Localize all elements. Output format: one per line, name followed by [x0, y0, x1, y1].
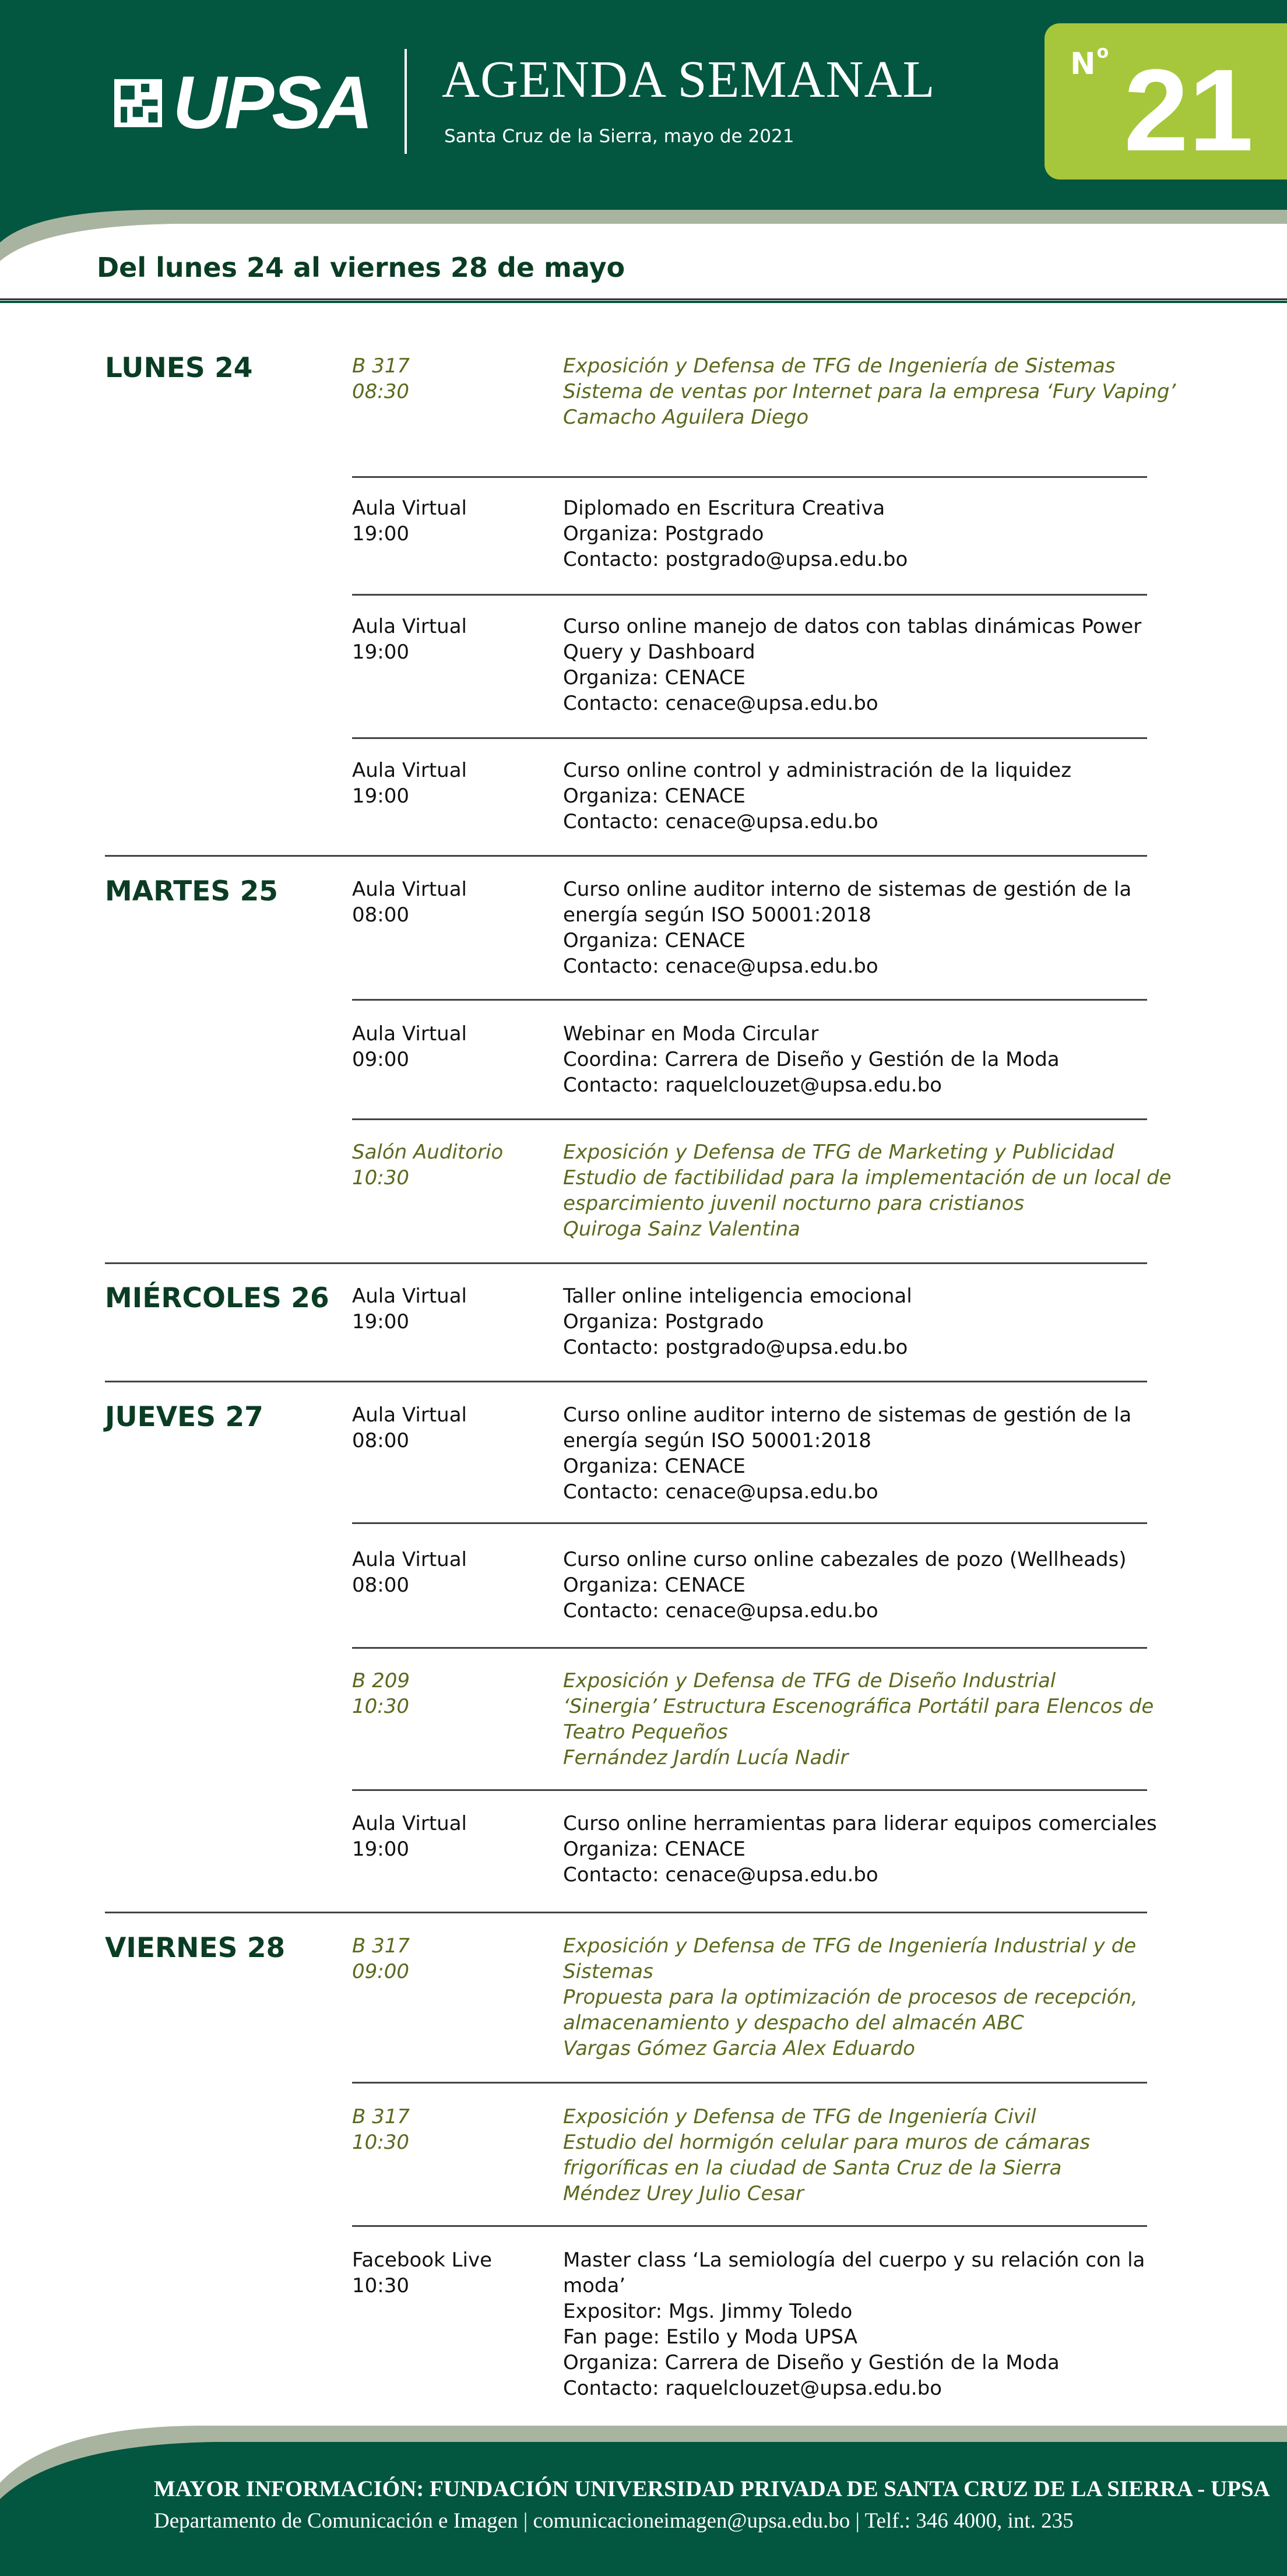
event-location: Aula Virtual 09:00: [352, 1022, 467, 1071]
event-location: Facebook Live 10:30: [352, 2248, 492, 2297]
event-description: Exposición y Defensa de TFG de Ingeniería de Sistemas Sistema de ventas por Internet para la empresa ‘Fury Vaping’ Camacho Aguilera Diego: [563, 354, 1176, 429]
event-location: Aula Virtual 19:00: [352, 1812, 467, 1861]
divider: [352, 1522, 1147, 1524]
event-description: Exposición y Defensa de TFG de Ingeniería Industrial y de Sistemas Propuesta para la optimización de procesos de recepción, almacenamiento y despacho del almacén ABC Vargas Gómez Garcia Alex Eduardo: [563, 1934, 1138, 2060]
divider: [105, 1912, 1147, 1913]
event-location: B 317 09:00: [352, 1934, 410, 1983]
event-location: B 209 10:30: [352, 1669, 410, 1718]
event-location: Aula Virtual 19:00: [352, 615, 467, 664]
event-description: Curso online auditor interno de sistemas de gestión de la energía según ISO 50001:2018 Organiza: CENACE Contacto: cenace@upsa.edu.bo: [563, 1403, 1132, 1504]
day-label: VIERNES 28: [105, 1932, 286, 1964]
upsa-logo-mark-icon: [114, 73, 162, 133]
event-description: Curso online herramientas para liderar equipos comerciales Organiza: CENACE Contacto: cenace@upsa.edu.bo: [563, 1812, 1157, 1887]
footer-info-title: MAYOR INFORMACIÓN: FUNDACIÓN UNIVERSIDAD PRIVADA DE SANTA CRUZ DE LA SIERRA - UPSA: [154, 2476, 1270, 2501]
event-location: Aula Virtual 19:00: [352, 497, 467, 546]
issue-number-badge: [1045, 23, 1287, 180]
divider: [352, 594, 1147, 596]
divider: [352, 2225, 1147, 2227]
day-label: MIÉRCOLES 26: [105, 1282, 329, 1314]
page-subtitle: Santa Cruz de la Sierra, mayo de 2021: [444, 126, 794, 147]
date-range-heading: Del lunes 24 al viernes 28 de mayo: [97, 252, 625, 283]
event-description: Taller online inteligencia emocional Organiza: Postgrado Contacto: postgrado@upsa.edu.bo: [563, 1285, 912, 1359]
divider: [105, 855, 1147, 857]
divider: [105, 1381, 1147, 1382]
event-description: Exposición y Defensa de TFG de Ingeniería Civil Estudio del hormigón celular para muros de cámaras frigoríficas en la ciudad de Santa Cruz de la Sierra Méndez Urey Julio Cesar: [563, 2105, 1091, 2205]
divider: [352, 476, 1147, 478]
page-title: AGENDA SEMANAL: [442, 51, 936, 108]
issue-label: $N^o$: [1070, 42, 1109, 82]
event-location: B 317 10:30: [352, 2105, 410, 2154]
header-divider: [405, 49, 407, 154]
upsa-logo: [114, 61, 371, 145]
logo-text: UPSA: [173, 61, 371, 145]
event-location: Aula Virtual 08:00: [352, 1548, 467, 1597]
divider: [0, 298, 1287, 300]
divider: [352, 1789, 1147, 1791]
event-location: Aula Virtual 19:00: [352, 1285, 467, 1333]
divider: [352, 737, 1147, 739]
event-description: Curso online auditor interno de sistemas de gestión de la energía según ISO 50001:2018 Organiza: CENACE Contacto: cenace@upsa.edu.bo: [563, 878, 1132, 978]
divider: [352, 1118, 1147, 1120]
event-description: Diplomado en Escritura Creativa Organiza: Postgrado Contacto: postgrado@upsa.edu.bo: [563, 497, 908, 571]
divider: [352, 2082, 1147, 2084]
event-description: Webinar en Moda Circular Coordina: Carrera de Diseño y Gestión de la Moda Contacto: raquelclouzet@upsa.edu.bo: [563, 1022, 1060, 1097]
event-location: Aula Virtual 19:00: [352, 759, 467, 808]
event-description: Exposición y Defensa de TFG de Marketing y Publicidad Estudio de factibilidad para la implementación de un local de esparcimiento juvenil nocturno para cristianos Quiroga Sainz Valentina: [563, 1141, 1172, 1241]
day-label: JUEVES 27: [105, 1401, 263, 1433]
day-label: MARTES 25: [105, 875, 279, 907]
divider: [105, 1262, 1147, 1264]
event-description: Curso online manejo de datos con tablas dinámicas Power Query y Dashboard Organiza: CENACE Contacto: cenace@upsa.edu.bo: [563, 615, 1142, 715]
divider: [352, 1647, 1147, 1649]
footer-contact-line: Departamento de Comunicación e Imagen | comunicacioneimagen@upsa.edu.bo | Telf.: 346 4000, int. 235: [154, 2509, 1074, 2533]
event-description: Master class ‘La semiología del cuerpo y su relación con la moda’ Expositor: Mgs. Jimmy Toledo Fan page: Estilo y Moda UPSA Organiza: Carrera de Diseño y Gestión de la Moda Contacto: raquelclouzet@upsa.edu.bo: [563, 2248, 1145, 2400]
event-description: Curso online curso online cabezales de pozo (Wellheads) Organiza: CENACE Contacto: cenace@upsa.edu.bo: [563, 1548, 1127, 1623]
event-location: Aula Virtual 08:00: [352, 878, 467, 927]
event-location: B 317 08:30: [352, 354, 410, 403]
event-location: Salón Auditorio 10:30: [352, 1141, 504, 1190]
day-label: LUNES 24: [105, 352, 253, 384]
issue-number: 21: [1124, 45, 1254, 175]
event-location: Aula Virtual 08:00: [352, 1403, 467, 1452]
event-description: Curso online control y administración de la liquidez Organiza: CENACE Contacto: cenace@upsa.edu.bo: [563, 759, 1072, 833]
divider: [352, 999, 1147, 1001]
event-description: Exposición y Defensa de TFG de Diseño Industrial ‘Sinergia’ Estructura Escenográfica Portátil para Elencos de Teatro Pequeños Fernández Jardín Lucía Nadir: [563, 1669, 1154, 1769]
